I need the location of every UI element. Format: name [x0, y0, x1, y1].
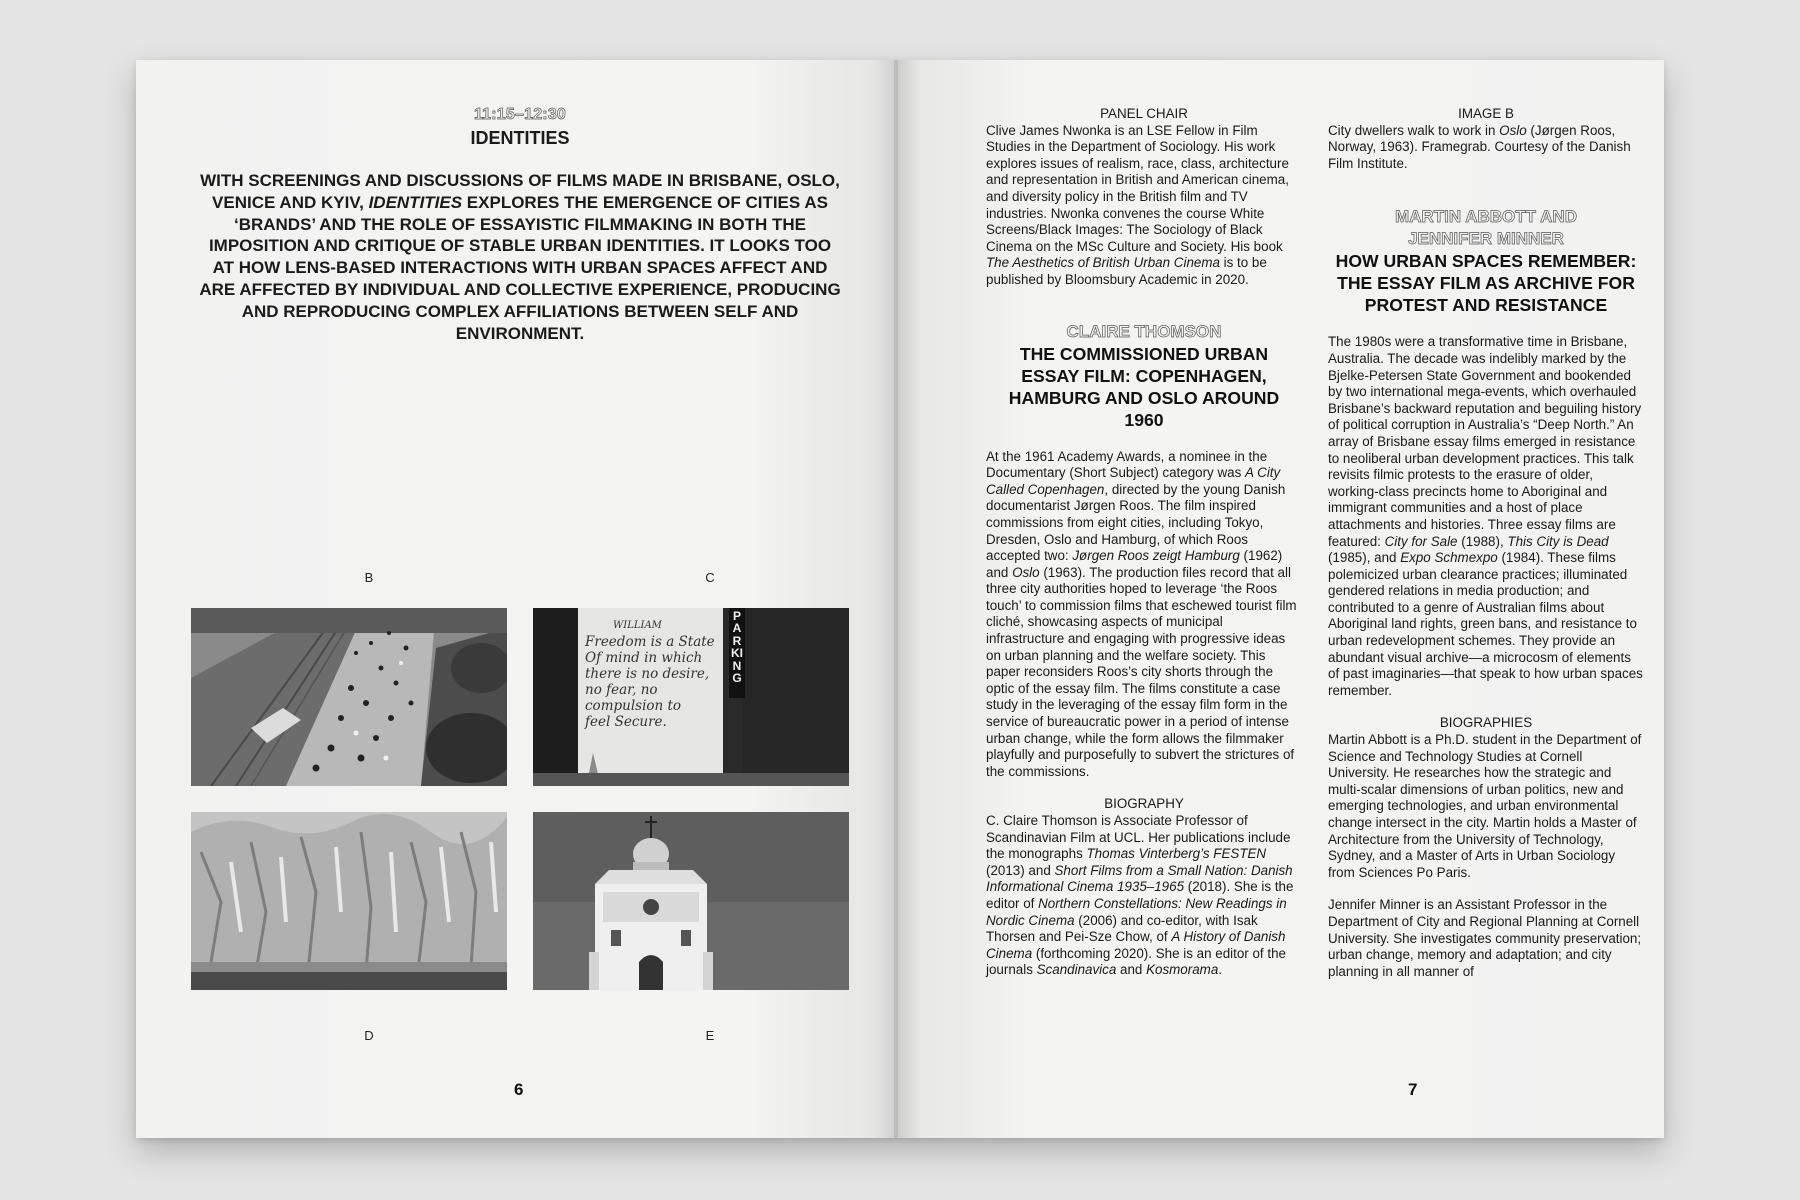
page-number-left: 6 — [514, 1080, 524, 1099]
photo-church — [533, 812, 849, 990]
thomson-biography — [986, 813, 1302, 979]
graffiti-line: WILLIAM — [613, 620, 662, 631]
caption-text: (Jørgen Roos, Norway, 1963). Framegrab. Courtesy of the Danish Film Institute. — [1328, 122, 1631, 171]
photo-graffiti-wall — [533, 608, 849, 786]
abstract-text: (1963). The production files record that all three city authorities hoped to leverage ‘the Roos touch’ to commission films that eschewed tourist film cliché, showcasing aspects of municipal infrastructure and engaging with progressive ideas on urban planning and the welfare society. This paper reconsiders Roos’s city shorts through the optic of the essay film. The films constitute a case study in the leveraging of the essay film form in the service of bureaucratic power in a period of intense urban change, while the form allows the filmmaker playfully and purposefully to subvert the strictures of the commissions. — [986, 564, 1297, 779]
image-label-d: D — [364, 1028, 374, 1043]
intro-text: EXPLORES THE EMERGENCE OF CITIES AS ‘BRANDS’ AND THE ROLE OF ESSAYISTIC FILMMAKING IN BOTH THE IMPOSITION AND CRITIQUE OF STABLE URBAN IDENTITIES. IT LOOKS TOO AT HOW LENS-BASED INTERACTIONS WITH URBAN SPACES AFFECT AND ARE AFFECTED BY INDIVIDUAL AND COLLECTIVE EXPERIENCE, PRODUCING AND REPRODUCING COMPLEX AFFILIATIONS BETWEEN SELF AND ENVIRONMENT. — [199, 192, 841, 343]
abstract-text: (1962) and — [986, 548, 1283, 580]
left-page — [136, 60, 896, 1138]
film-title: This City is Dead — [1507, 533, 1609, 549]
book-title: Thomas Vinterberg’s FESTEN — [1086, 846, 1267, 862]
abstract-text: (1988), — [1457, 533, 1508, 549]
graffiti-line: no fear, no — [585, 682, 658, 698]
panel-chair-bio — [986, 123, 1302, 289]
graffiti-line: compulsion to — [585, 698, 682, 714]
right-column-2 — [1328, 106, 1644, 980]
bio-text: (2018). She is the editor of — [986, 879, 1294, 911]
book-title: Northern Constellations: New Readings in Nordic Cinema — [986, 895, 1287, 928]
image-label-c: C — [705, 570, 715, 585]
graffiti-line: Freedom is a State — [585, 634, 715, 650]
intro-text: WITH SCREENINGS AND DISCUSSIONS OF FILMS MADE IN BRISBANE, OSLO, VENICE AND KYIV, — [200, 171, 840, 212]
journal-title: Scandinavica — [1036, 962, 1117, 978]
graffiti-line: Of mind in which — [585, 650, 703, 666]
speaker-names-abbott-minner: MARTIN ABBOTT AND JENNIFER MINNER — [1395, 207, 1577, 249]
abstract-text: At the 1961 Academy Awards, a nominee in the Documentary (Short Subject) category was — [986, 448, 1268, 481]
graffiti-line: there is no desire, — [585, 666, 710, 682]
panel-chair-heading: PANEL CHAIR — [1100, 106, 1188, 121]
intro-italic: IDENTITIES — [368, 192, 463, 212]
minner-biography: Jennifer Minner is an Assistant Professor in the Department of City and Regional Planning at Cornell University. She investigates community preservation; urban change, memory and adaptation; and city planning in all manner of — [1328, 897, 1642, 979]
film-title: Expo Schmexpo — [1400, 550, 1498, 566]
abstract-text: , directed by the young Danish documentarist Jørgen Roos. The film inspired commissions from eight cities, including Tokyo, Dresden, Oslo and Hamburg, of which Roos accepted two: — [986, 481, 1286, 564]
abstract-text: (1985), and — [1328, 550, 1401, 566]
right-page — [898, 60, 1664, 1138]
photo-oslo-street — [191, 608, 507, 786]
photo-cliff — [191, 812, 507, 990]
panel-chair-text: is to be published by Bloomsbury Academic in 2020. — [986, 255, 1267, 287]
image-b-heading: IMAGE B — [1458, 106, 1514, 121]
image-label-e: E — [705, 1028, 715, 1043]
abbott-biography: Martin Abbott is a Ph.D. student in the Department of Science and Technology Studies at Cornell University. He researches how the strategic and multi-scalar dimensions of urban politics, new and emerging technologies, and urban environmental change intersect in the city. Martin holds a Master of Architecture from the University of Technology, Sydney, and a Master of Arts in Urban Sociology from Sciences Po Paris. — [1328, 732, 1642, 880]
session-intro — [198, 170, 842, 344]
panel-chair-text: Clive James Nwonka is an LSE Fellow in Film Studies in the Department of Sociology. His work explores issues of realism, race, class, architecture and representation in British and American cinema, and diversity policy in the British film and TV industries. Nwonka convenes the course White Screens/Black Images: The Sociology of Black Cinema on the MSc Culture and Society. His book — [986, 122, 1289, 254]
journal-title: Kosmorama — [1146, 962, 1219, 978]
thomson-abstract — [986, 449, 1302, 781]
image-b-caption — [1328, 123, 1644, 173]
abstract-text: The 1980s were a transformative time in Brisbane, Australia. The decade was indelibly marked by the Bjelke-Petersen State Government and bookended by two international mega-events, which overhauled Brisbane’s backward reputation and beguiling history of political corruption in Australia’s “Deep North.” An array of Brisbane essay films emerged in resistance to neoliberal urban development practices. This talk revisits filmic protests to the erasure of older, working-class precincts home to Aboriginal and immigrant communities and a host of place attachments and histories. Three essay films are featured: — [1328, 334, 1642, 549]
graffiti-text — [585, 618, 725, 730]
bio-text: and — [1116, 962, 1147, 978]
caption-text: City dwellers walk to work in — [1328, 122, 1500, 138]
biography-heading: BIOGRAPHY — [1104, 796, 1184, 812]
book-title: Short Films from a Small Nation: Danish Informational Cinema 1935–1965 — [986, 862, 1293, 895]
biographies-heading: BIOGRAPHIES — [1439, 715, 1533, 731]
film-title: Oslo — [1499, 122, 1527, 138]
bio-text: (forthcoming 2020). She is an editor of the journals — [986, 945, 1286, 978]
abbott-minner-abstract — [1328, 334, 1644, 699]
bio-text: C. Claire Thomson is Associate Professor of Scandinavian Film at UCL. Her publications include the monographs — [986, 813, 1291, 862]
abstract-text: (1984). These films polemicized urban clearance practices; illuminated gendered relations in media production; and contributed to a genre of Australian films about Aboriginal land rights, green bans, and resistance to urban redevelopment schemes. They provide an abundant visual archive—a microcosm of elements of past imaginaries—that speak to how urban spaces remember. — [1328, 550, 1643, 698]
graffiti-line: feel Secure. — [585, 714, 667, 730]
page-number-right: 7 — [1408, 1080, 1418, 1099]
parking-sign: PARKING — [731, 609, 743, 686]
session-title: IDENTITIES — [470, 128, 570, 148]
session-time: 11:15–12:30 — [473, 106, 567, 123]
film-title: Jørgen Roos zeigt Hamburg — [1072, 548, 1240, 564]
book-title: A History of Danish Cinema — [986, 929, 1286, 961]
speaker-name-thomson: CLAIRE THOMSON — [1066, 321, 1222, 341]
booklet-spread — [136, 60, 1664, 1138]
bio-text: . — [1218, 962, 1222, 978]
film-title: City for Sale — [1384, 533, 1458, 549]
talk-title-abbott-minner: HOW URBAN SPACES REMEMBER: THE ESSAY FILM AS ARCHIVE FOR PROTEST AND RESISTANCE — [1335, 251, 1637, 316]
book-title: The Aesthetics of British Urban Cinema — [986, 255, 1220, 271]
talk-title-thomson: THE COMMISSIONED URBAN ESSAY FILM: COPENHAGEN, HAMBURG AND OSLO AROUND 1960 — [1008, 343, 1280, 430]
image-label-b: B — [364, 570, 374, 585]
film-title: A City Called Copenhagen — [986, 465, 1281, 497]
right-column-1 — [986, 106, 1302, 979]
bio-text: (2013) and — [986, 862, 1055, 878]
film-title: Oslo — [1012, 564, 1040, 580]
bio-text: (2006) and co-editor, with Isak Thorsen and Pei-Sze Chow, of — [986, 912, 1258, 945]
